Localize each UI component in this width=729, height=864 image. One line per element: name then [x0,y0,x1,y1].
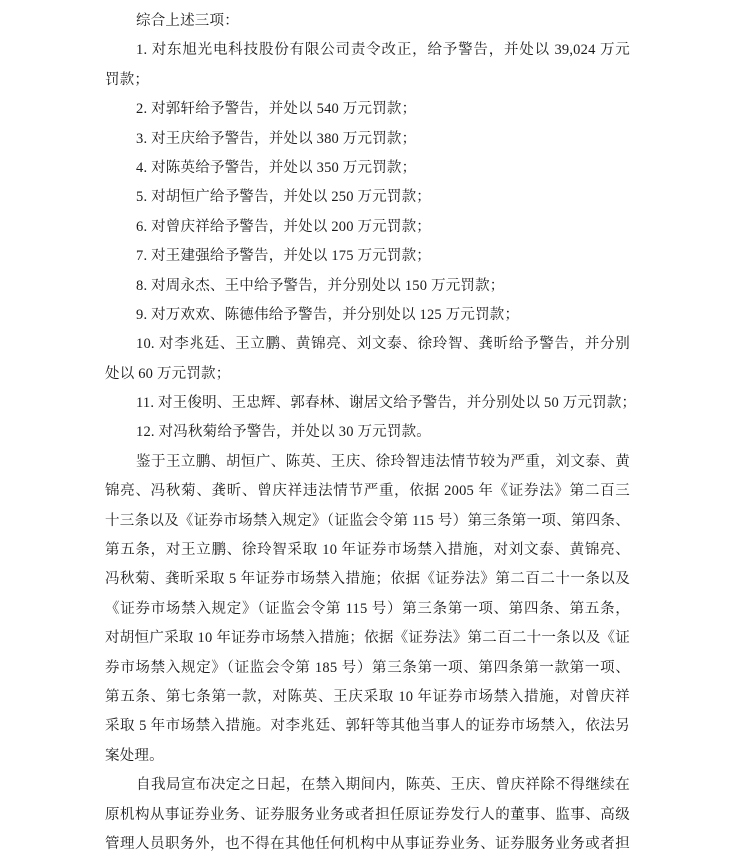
text-line: 3. 对王庆给予警告，并处以 380 万元罚款； [136,130,417,147]
text-line: 第五条，对王立鹏、徐玲智采取 10 年证券市场禁入措施，对刘文泰、黄锦亮、 [105,542,630,559]
text-line: 12. 对冯秋菊给予警告，并处以 30 万元罚款。 [136,424,431,441]
text-line: 4. 对陈英给予警告，并处以 350 万元罚款； [136,159,417,176]
text-line: 罚款； [105,71,150,88]
document-text-block [105,7,637,859]
text-line: 5. 对胡恒广给予警告，并处以 250 万元罚款； [136,189,431,206]
text-line: 《证券市场禁入规定》（证监会令第 115 号）第三条第一项、第四条、第五条， [105,600,630,617]
text-line: 8. 对周永杰、王中给予警告，并分别处以 150 万元罚款； [136,277,505,294]
text-line: 原机构从事证券业务、证券服务业务或者担任原证券发行人的董事、监事、高级 [105,806,630,823]
text-line: 处以 60 万元罚款； [105,365,231,382]
text-line: 鉴于王立鹏、胡恒广、陈英、王庆、徐玲智违法情节较为严重，刘文泰、黄 [136,453,630,470]
text-line: 冯秋菊、龚昕采取 5 年证券市场禁入措施；依据《证券法》第二百二十一条以及 [105,571,630,588]
text-line: 10. 对李兆廷、王立鹏、黄锦亮、刘文泰、徐玲智、龚昕给予警告，并分别 [136,336,630,353]
text-line: 管理人员职务外，也不得在其他任何机构中从事证券业务、证券服务业务或者担 [105,835,630,852]
text-line: 综合上述三项： [136,13,239,29]
text-line: 自我局宣布决定之日起，在禁入期间内，陈英、王庆、曾庆祥除不得继续在 [136,777,630,794]
text-line: 第五条、第七条第一款，对陈英、王庆采取 10 年证券市场禁入措施，对曾庆祥 [105,688,630,705]
text-line: 7. 对王建强给予警告，并处以 175 万元罚款； [136,248,431,265]
text-line: 11. 对王俊明、王忠辉、郭春林、谢居文给予警告，并分别处以 50 万元罚款； [136,395,637,412]
text-line: 对胡恒广采取 10 年证券市场禁入措施；依据《证券法》第二百二十一条以及《证 [105,630,630,647]
text-line: 案处理。 [105,747,164,764]
text-line: 2. 对郭轩给予警告，并处以 540 万元罚款； [136,101,417,118]
text-line: 9. 对万欢欢、陈德伟给予警告，并分别处以 125 万元罚款； [136,306,520,323]
text-line: 锦亮、冯秋菊、龚昕、曾庆祥违法情节严重，依据 2005 年《证券法》第二百三 [105,483,630,500]
text-line: 券市场禁入规定》（证监会令第 185 号）第三条第一项、第四条第一款第一项、 [105,659,630,676]
text-line: 采取 5 年市场禁入措施。对李兆廷、郭轩等其他当事人的证券市场禁入，依法另 [105,718,630,735]
text-line: 1. 对东旭光电科技股份有限公司责令改正，给予警告，并处以 39,024 万元 [136,42,630,59]
text-line: 6. 对曾庆祥给予警告，并处以 200 万元罚款； [136,218,431,235]
text-line: 十三条以及《证券市场禁入规定》（证监会令第 115 号）第三条第一项、第四条、 [105,512,630,529]
